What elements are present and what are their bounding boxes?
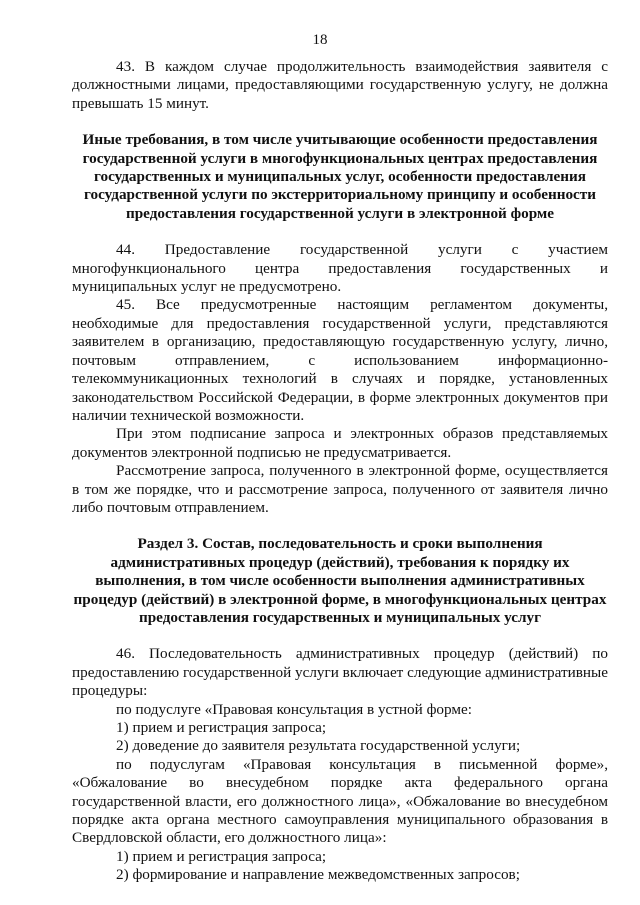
- paragraph-45-electronic: Рассмотрение запроса, полученного в электронной форме, осуществляется в том же порядке, что и рассмотрение запроса, полученного от заявителя лично либо почтовым отправлением.: [72, 462, 608, 516]
- list-item: 2) доведение до заявителя результата государственной услуги;: [116, 737, 521, 755]
- page-number: 18: [312, 32, 328, 48]
- paragraph-43: 43. В каждом случае продолжительность взаимодействия заявителя с должностными лицами, предоставляющими государственную услугу, не должна превышать 15 минут.: [72, 58, 608, 112]
- paragraph-45-signature: При этом подписание запроса и электронных образов представляемых документов электронной подписью не предусматривается.: [72, 425, 608, 461]
- list-item: 2) формирование и направление межведомственных запросов;: [116, 866, 520, 884]
- subservice-oral-intro: по подуслуге «Правовая консультация в устной форме:: [116, 700, 472, 718]
- section-3-heading: Раздел 3. Состав, последовательность и сроки выполнения административных процедур (действий), требования к порядку их выполнения, в том числе особенности выполнения административных процедур (действий) в электронной форме, в многофункциональных центрах предоставления государственных и муниципальных услуг: [73, 535, 607, 626]
- paragraph-44: 44. Предоставление государственной услуги с участием многофункционального центра предоставления государственных и муниципальных услуг не предусмотрено.: [72, 241, 608, 296]
- section-heading-other-requirements: Иные требования, в том числе учитывающие особенности предоставления государственной услуги в многофункциональных центрах предоставления государственных и муниципальных услуг, особенности предоставления государственной услуги по экстерриториальному принципу и особенности предоставления государственной услуги в электронной форме: [82, 131, 598, 222]
- list-item: 1) прием и регистрация запроса;: [116, 719, 327, 736]
- paragraph-46: 46. Последовательность административных процедур (действий) по предоставлению государственной услуги включает следующие административные процедуры:: [72, 645, 608, 700]
- document-body: [72, 58, 608, 885]
- paragraph-45: 45. Все предусмотренные настоящим регламентом документы, необходимые для предоставления государственной услуги, представляются заявителем в организацию, предоставляющую государственную услугу, лично, почтовым отправлением, с использованием информационно-телекоммуникационных технологий в случаях и порядке, установленных законодательством Российской Федерации, в форме электронных документов при наличии технической возможности.: [72, 296, 608, 424]
- list-item: 1) прием и регистрация запроса;: [116, 847, 327, 865]
- subservice-written-intro: по подуслугам «Правовая консультация в письменной форме», «Обжалование во внесудебном порядке акта федерального органа государственной власти, его должностного лица», «Обжалование во внесудебном порядке акта органа местного самоуправления муниципального образования в Свердловской области, его должностного лица»:: [72, 755, 608, 847]
